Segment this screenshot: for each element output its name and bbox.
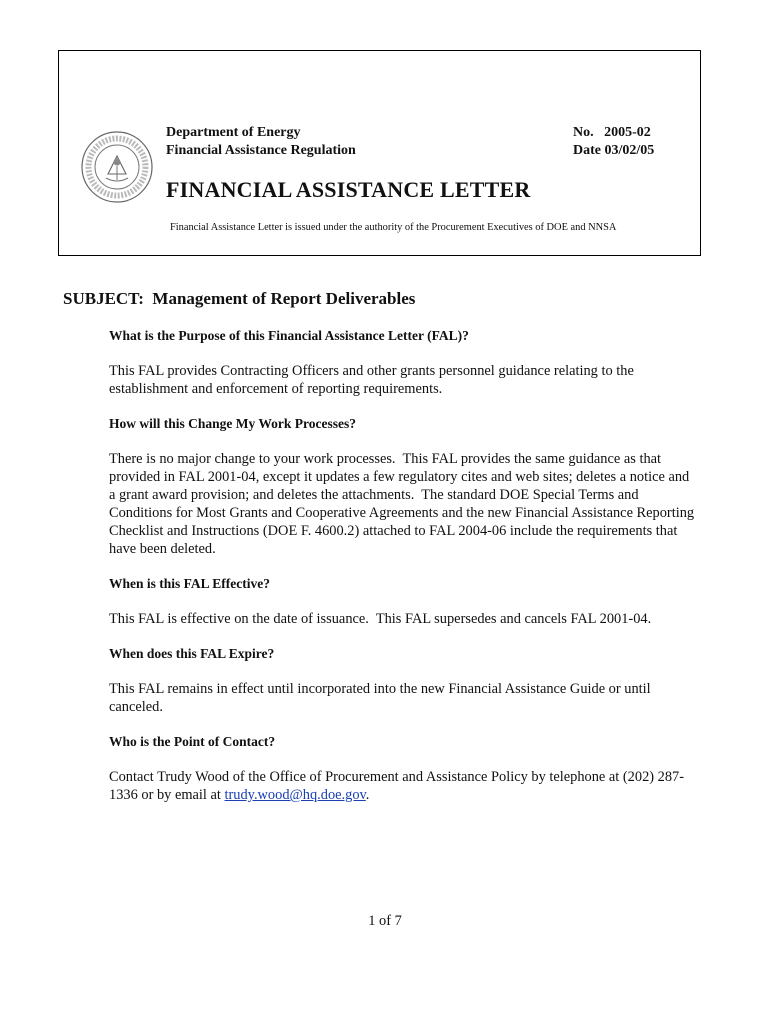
authority-statement: Financial Assistance Letter is issued under the authority of the Procurement Executives of DOE and NNSA: [170, 222, 617, 233]
section-answer: This FAL provides Contracting Officers and other grants personnel guidance relating to the establishment and enforcement of reporting requirements.: [109, 363, 634, 397]
fal-number: No. 2005-02: [573, 125, 651, 140]
body-content: [109, 327, 699, 821]
contact-text: Contact Trudy Wood of the Office of Procurement and Assistance Policy by telephone at (202) 287-1336 or by email at: [109, 769, 685, 803]
section-question: Who is the Point of Contact?: [109, 734, 276, 749]
section-question: How will this Change My Work Processes?: [109, 416, 357, 431]
section-question: What is the Purpose of this Financial Assistance Letter (FAL)?: [109, 328, 469, 343]
subject-line: SUBJECT: Management of Report Deliverables: [63, 289, 416, 308]
regulation-name: Financial Assistance Regulation: [166, 143, 356, 158]
contact-paragraph: [109, 768, 699, 804]
section-question: When is this FAL Effective?: [109, 576, 270, 591]
fal-number-block: [573, 124, 654, 160]
section-question: When does this FAL Expire?: [109, 646, 275, 661]
page-number: 1 of 7: [368, 913, 402, 929]
section-answer: This FAL remains in effect until incorporated into the new Financial Assistance Guide or until canceled.: [109, 681, 651, 715]
contact-email-link[interactable]: trudy.wood@hq.doe.gov: [224, 787, 366, 803]
doe-seal-icon: [80, 130, 154, 204]
department-block: [166, 124, 356, 160]
fal-date: Date 03/02/05: [573, 143, 655, 158]
department-name: Department of Energy: [166, 125, 301, 140]
section-answer: This FAL is effective on the date of issuance. This FAL supersedes and cancels FAL 2001-04.: [109, 611, 652, 627]
contact-suffix: .: [365, 787, 370, 803]
document-title: FINANCIAL ASSISTANCE LETTER: [166, 177, 531, 202]
section-answer: There is no major change to your work processes. This FAL provides the same guidance as that provided in FAL 2001-04, except it updates a few regulatory cites and web sites; deletes a notice and a grant award provision; and deletes the attachments. The standard DOE Special Terms and Conditions for Most Grants and Cooperative Agreements and the new Financial Assistance Reporting Checklist and Instructions (DOE F. 4600.2) attached to FAL 2004-06 include the requirements that have been deleted.: [109, 451, 698, 557]
